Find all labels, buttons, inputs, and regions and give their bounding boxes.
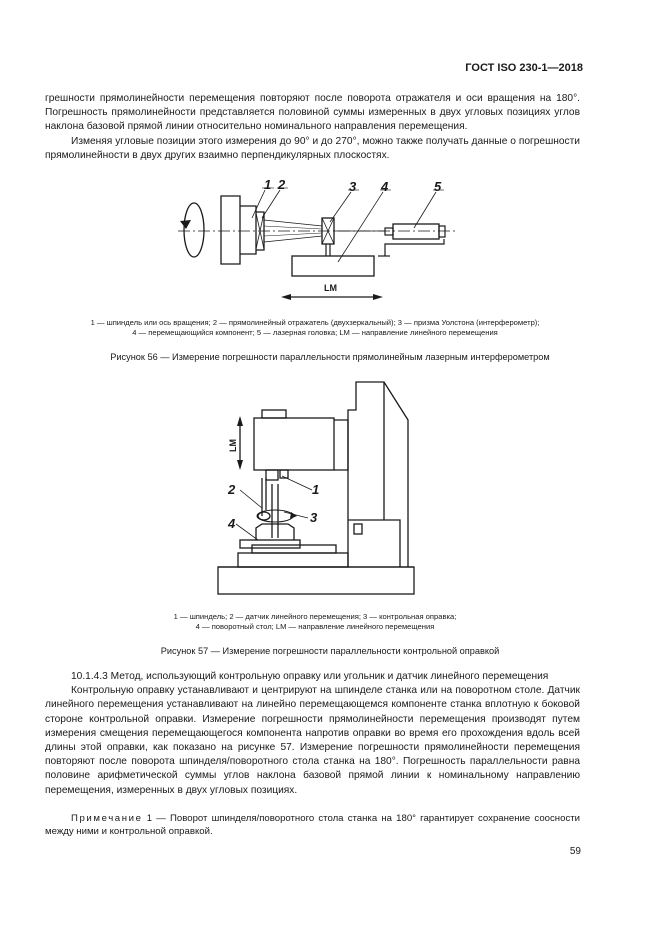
fig56-label-1: 1 xyxy=(264,177,272,192)
note xyxy=(45,812,580,838)
note-head: Примечание xyxy=(71,813,143,824)
fig57-legend xyxy=(45,612,585,632)
intro-paragraph-1: грешности прямолинейности перемещения повторяют после поворота отражателя и оси вращения на 180°. Погрешность прямолинейности представляется половиной суммы измеренных в двух угловых позициях углов наклона базовой прямой линии относительно номинального направления перемещения. xyxy=(45,93,580,133)
section-heading: 10.1.4.3 Метод, использующий контрольную оправку или угольник и датчик линейного перемещения xyxy=(71,671,549,682)
fig57-lm-label: LM xyxy=(228,439,238,452)
fig57-legend-line-2: 4 — поворотный стол; LM — направление линейного перемещения xyxy=(195,622,435,631)
page-number: 59 xyxy=(569,846,581,857)
intro-text xyxy=(45,92,580,163)
fig56-label-2: 2 xyxy=(278,177,286,192)
note-text: 1 — Поворот шпинделя/поворотного стола станка на 180° гарантирует сохранение соосности между ними и контрольной оправкой. xyxy=(45,813,580,837)
fig57-label-3: 3 xyxy=(310,510,318,525)
section-paragraph: Контрольную оправку устанавливают и центрируют на шпинделе станка или на поворотном столе. Датчик линейного перемещения устанавливают на линейно перемещающемся компоненте станка вплотную к боковой стороне контрольной оправки. Измерение погрешности прямолинейности перемещения производят путем измерения смещения перемещающегося компонента напротив оправки во время его прохождения вдоль всей длины этой оправки, как показано на рисунке 57. Измерение погрешности прямолинейности перемещения повторяют после поворота шпинделя/поворотного стола станка на 180°. Погрешность параллельности равна половине арифметической суммы углов наклона базовой прямой линии к номинальному направлению перемещения, измеренных в двух угловых позициях. xyxy=(45,685,580,796)
section-text xyxy=(45,670,580,798)
fig56-title: Рисунок 56 — Измерение погрешности параллельности прямолинейным лазерным интерферометром xyxy=(110,352,550,362)
fig57-label-4: 4 xyxy=(228,516,236,531)
fig57-label-2: 2 xyxy=(228,482,236,497)
fig57-title: Рисунок 57 — Измерение погрешности параллельности контрольной оправкой xyxy=(160,646,500,656)
intro-paragraph-2: Изменяя угловые позиции этого измерения до 90° и до 270°, можно также получать данные о погрешности прямолинейности в двух других взаимно перпендикулярных плоскостях. xyxy=(45,135,580,161)
fig57-legend-line-1: 1 — шпиндель; 2 — датчик линейного перемещения; 3 — контрольная оправка; xyxy=(173,612,457,621)
fig57-label-1: 1 xyxy=(312,482,320,497)
fig56-label-3: 3 xyxy=(349,179,357,194)
fig56-legend xyxy=(45,318,585,338)
fig56-legend-line-2: 4 — перемещающийся компонент; 5 — лазерная головка; LM — направление линейного перемещения xyxy=(132,328,498,337)
fig56-legend-line-1: 1 — шпиндель или ось вращения; 2 — прямолинейный отражатель (двухзеркальный); 3 — призма Уолстона (интерферометр); xyxy=(90,318,540,327)
fig56-label-5: 5 xyxy=(434,179,442,194)
fig56-lm-label: LM xyxy=(324,283,337,293)
fig56-label-4: 4 xyxy=(381,179,389,194)
document-header: ГОСТ ISO 230-1—2018 xyxy=(465,62,583,74)
